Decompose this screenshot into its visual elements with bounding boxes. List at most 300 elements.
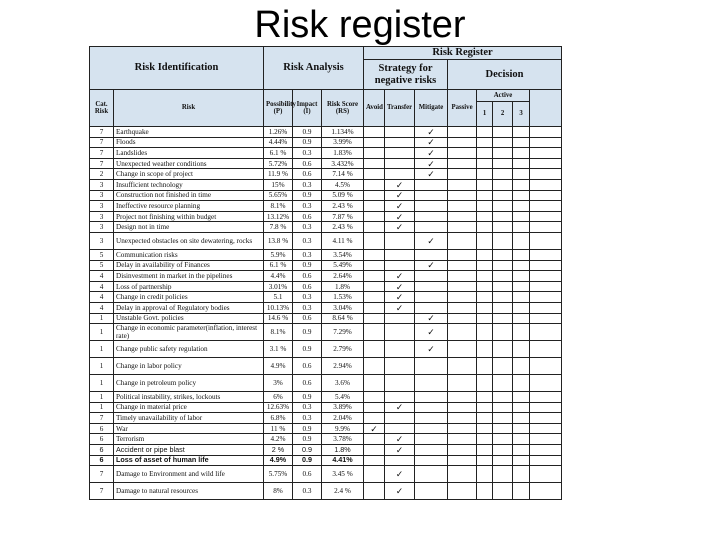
cell-avoid: [364, 190, 385, 201]
cell-active-1: [477, 148, 493, 159]
cell-impact: 0.9: [293, 137, 322, 148]
group-header-strategy: Strategy for negative risks: [364, 60, 448, 90]
cell-blank: [530, 483, 562, 500]
cell-active-1: [477, 483, 493, 500]
cell-avoid: [364, 483, 385, 500]
cell-blank: [530, 281, 562, 292]
cell-passive: [448, 445, 477, 456]
cell-active-2: [493, 455, 513, 466]
cell-active-2: [493, 358, 513, 375]
cell-avoid: [364, 292, 385, 303]
cell-passive: [448, 358, 477, 375]
cell-active-3: [513, 148, 530, 159]
cell-impact: 0.3: [293, 222, 322, 233]
cell-active-3: [513, 341, 530, 358]
cell-transfer: [385, 281, 415, 292]
table-row: [90, 455, 562, 466]
cell-active-1: [477, 222, 493, 233]
cell-mitigate: [415, 313, 448, 324]
cell-avoid: [364, 392, 385, 403]
cell-active-2: [493, 179, 513, 190]
cell-avoid: [364, 302, 385, 313]
cell-cat: 1: [90, 358, 114, 375]
col-header-mitigate: Mitigate: [415, 90, 448, 127]
cell-mitigate: [415, 201, 448, 212]
cell-risk: War: [114, 423, 264, 434]
check-mark-icon: ✓: [427, 235, 435, 246]
cell-risk: Communication risks: [114, 249, 264, 260]
check-mark-icon: ✓: [427, 260, 435, 271]
cell-transfer: [385, 423, 415, 434]
table-row: [90, 423, 562, 434]
table-row: [90, 292, 562, 303]
cell-blank: [530, 260, 562, 271]
cell-blank: [530, 158, 562, 169]
table-row: [90, 211, 562, 222]
cell-probability: 6.1 %: [264, 148, 293, 159]
check-mark-icon: ✓: [427, 344, 435, 355]
cell-score: 8.64 %: [322, 313, 364, 324]
cell-blank: [530, 190, 562, 201]
cell-risk: Construction not finished in time: [114, 190, 264, 201]
cell-score: 2.43 %: [322, 201, 364, 212]
cell-score: 2.94%: [322, 358, 364, 375]
check-mark-icon: ✓: [395, 281, 404, 292]
col-header-avoid: Avoid: [364, 90, 385, 127]
cell-active-3: [513, 402, 530, 413]
table-row: [90, 375, 562, 392]
cell-blank: [530, 434, 562, 445]
cell-risk: Accident or pipe blast: [114, 445, 264, 456]
cell-cat: 3: [90, 179, 114, 190]
cell-score: 4.5%: [322, 179, 364, 190]
cell-cat: 1: [90, 375, 114, 392]
cell-cat: 3: [90, 211, 114, 222]
cell-impact: 0.6: [293, 211, 322, 222]
cell-transfer: [385, 302, 415, 313]
cell-passive: [448, 201, 477, 212]
cell-probability: 15%: [264, 179, 293, 190]
cell-probability: 4.9%: [264, 358, 293, 375]
cell-score: 3.54%: [322, 249, 364, 260]
cell-passive: [448, 190, 477, 201]
cell-passive: [448, 281, 477, 292]
cell-score: 3.04%: [322, 302, 364, 313]
cell-blank: [530, 375, 562, 392]
cell-active-3: [513, 201, 530, 212]
cell-impact: 0.9: [293, 445, 322, 456]
cell-cat: 4: [90, 302, 114, 313]
table-row: [90, 302, 562, 313]
cell-probability: 8%: [264, 483, 293, 500]
cell-score: 1.134%: [322, 127, 364, 138]
cell-risk: Insufficient technology: [114, 179, 264, 190]
cell-avoid: [364, 271, 385, 282]
cell-active-2: [493, 413, 513, 424]
cell-passive: [448, 232, 477, 249]
cell-active-1: [477, 169, 493, 180]
cell-impact: 0.9: [293, 434, 322, 445]
cell-transfer: [385, 324, 415, 341]
cell-probability: 4.2%: [264, 434, 293, 445]
cell-mitigate: [415, 466, 448, 483]
cell-blank: [530, 466, 562, 483]
cell-cat: 3: [90, 222, 114, 233]
cell-cat: 6: [90, 445, 114, 456]
cell-score: 7.29%: [322, 324, 364, 341]
cell-impact: 0.3: [293, 249, 322, 260]
cell-impact: 0.9: [293, 324, 322, 341]
check-mark-icon: ✓: [395, 486, 404, 497]
cell-active-1: [477, 249, 493, 260]
cell-active-2: [493, 271, 513, 282]
cell-avoid: [364, 158, 385, 169]
cell-cat: 7: [90, 148, 114, 159]
cell-cat: 7: [90, 483, 114, 500]
cell-cat: 5: [90, 260, 114, 271]
cell-risk: Change in economic parameter(inflation, interest rate): [114, 324, 264, 341]
cell-probability: 4.9%: [264, 455, 293, 466]
cell-passive: [448, 222, 477, 233]
cell-impact: 0.3: [293, 402, 322, 413]
check-mark-icon: ✓: [395, 302, 404, 313]
table-row: [90, 324, 562, 341]
cell-passive: [448, 158, 477, 169]
cell-score: 2.04%: [322, 413, 364, 424]
cell-impact: 0.3: [293, 232, 322, 249]
cell-risk: Floods: [114, 137, 264, 148]
table-row: [90, 445, 562, 456]
cell-probability: 6.8%: [264, 413, 293, 424]
table-row: [90, 271, 562, 282]
cell-avoid: [364, 148, 385, 159]
cell-probability: 3%: [264, 375, 293, 392]
cell-mitigate: [415, 483, 448, 500]
cell-active-3: [513, 358, 530, 375]
cell-active-1: [477, 232, 493, 249]
cell-impact: 0.6: [293, 375, 322, 392]
cell-active-3: [513, 434, 530, 445]
cell-mitigate: [415, 127, 448, 138]
table-row: [90, 249, 562, 260]
cell-probability: 3.1 %: [264, 341, 293, 358]
cell-probability: 4.4%: [264, 271, 293, 282]
cell-blank: [530, 402, 562, 413]
cell-risk: Loss of asset of human life: [114, 455, 264, 466]
check-mark-icon: ✓: [395, 444, 404, 455]
cell-blank: [530, 201, 562, 212]
cell-active-1: [477, 281, 493, 292]
cell-score: 1.8%: [322, 445, 364, 456]
cell-mitigate: [415, 222, 448, 233]
cell-impact: 0.6: [293, 271, 322, 282]
cell-transfer: [385, 271, 415, 282]
cell-cat: 1: [90, 313, 114, 324]
cell-active-3: [513, 423, 530, 434]
cell-probability: 3.01%: [264, 281, 293, 292]
table-row: [90, 158, 562, 169]
cell-cat: 4: [90, 271, 114, 282]
cell-score: 5.4%: [322, 392, 364, 403]
cell-mitigate: [415, 375, 448, 392]
cell-mitigate: [415, 402, 448, 413]
cell-probability: 8.1%: [264, 201, 293, 212]
cell-passive: [448, 127, 477, 138]
cell-passive: [448, 302, 477, 313]
cell-mitigate: [415, 324, 448, 341]
cell-cat: 3: [90, 190, 114, 201]
cell-blank: [530, 302, 562, 313]
cell-transfer: [385, 341, 415, 358]
cell-active-3: [513, 313, 530, 324]
table-row: [90, 483, 562, 500]
cell-score: 7.87 %: [322, 211, 364, 222]
cell-active-1: [477, 423, 493, 434]
group-header-identification: Risk Identification: [90, 47, 264, 90]
cell-cat: 6: [90, 423, 114, 434]
cell-risk: Change in material price: [114, 402, 264, 413]
cell-blank: [530, 148, 562, 159]
cell-blank: [530, 292, 562, 303]
cell-active-1: [477, 375, 493, 392]
cell-mitigate: [415, 211, 448, 222]
cell-probability: 14.6 %: [264, 313, 293, 324]
cell-score: 4.11 %: [322, 232, 364, 249]
cell-cat: 1: [90, 392, 114, 403]
cell-score: 1.83%: [322, 148, 364, 159]
cell-mitigate: [415, 341, 448, 358]
cell-risk: Unexpected obstacles on site dewatering, rocks: [114, 232, 264, 249]
cell-probability: 6.1 %: [264, 260, 293, 271]
cell-active-2: [493, 127, 513, 138]
cell-transfer: [385, 190, 415, 201]
cell-active-3: [513, 483, 530, 500]
group-header-decision: Decision: [448, 60, 562, 90]
cell-active-3: [513, 232, 530, 249]
cell-score: 5.09 %: [322, 190, 364, 201]
cell-score: 2.4 %: [322, 483, 364, 500]
cell-risk: Change in scope of project: [114, 169, 264, 180]
cell-score: 2.64%: [322, 271, 364, 282]
cell-active-2: [493, 313, 513, 324]
cell-impact: 0.9: [293, 127, 322, 138]
cell-transfer: [385, 466, 415, 483]
cell-cat: 7: [90, 127, 114, 138]
cell-transfer: [385, 455, 415, 466]
cell-cat: 6: [90, 455, 114, 466]
cell-impact: 0.3: [293, 302, 322, 313]
cell-risk: Delay in availability of Finances: [114, 260, 264, 271]
cell-score: 1.53%: [322, 292, 364, 303]
cell-blank: [530, 313, 562, 324]
cell-active-1: [477, 190, 493, 201]
cell-score: 7.14 %: [322, 169, 364, 180]
cell-active-3: [513, 127, 530, 138]
cell-transfer: [385, 313, 415, 324]
cell-active-1: [477, 158, 493, 169]
check-mark-icon: ✓: [395, 179, 404, 190]
cell-risk: Unstable Govt. policies: [114, 313, 264, 324]
cell-active-1: [477, 211, 493, 222]
cell-transfer: [385, 483, 415, 500]
check-mark-icon: ✓: [370, 423, 378, 434]
cell-probability: 12.63%: [264, 402, 293, 413]
cell-mitigate: [415, 148, 448, 159]
sheet-top-title: Risk Register: [364, 47, 562, 60]
cell-active-1: [477, 292, 493, 303]
table-row: [90, 232, 562, 249]
cell-active-1: [477, 341, 493, 358]
cell-active-2: [493, 392, 513, 403]
cell-impact: 0.9: [293, 190, 322, 201]
cell-active-1: [477, 137, 493, 148]
cell-probability: 1.26%: [264, 127, 293, 138]
cell-impact: 0.9: [293, 341, 322, 358]
cell-cat: 3: [90, 232, 114, 249]
cell-avoid: [364, 232, 385, 249]
cell-blank: [530, 127, 562, 138]
cell-probability: 5.65%: [264, 190, 293, 201]
cell-score: 9.9%: [322, 423, 364, 434]
cell-active-2: [493, 169, 513, 180]
cell-score: 2.79%: [322, 341, 364, 358]
cell-mitigate: [415, 137, 448, 148]
cell-active-3: [513, 281, 530, 292]
cell-passive: [448, 137, 477, 148]
cell-avoid: [364, 423, 385, 434]
cell-risk: Change in credit policies: [114, 292, 264, 303]
cell-risk: Change public safety regulation: [114, 341, 264, 358]
col-header-active-2: 2: [493, 102, 513, 127]
cell-active-2: [493, 402, 513, 413]
check-mark-icon: ✓: [395, 200, 404, 211]
cell-blank: [530, 137, 562, 148]
check-mark-icon: ✓: [427, 137, 435, 148]
check-mark-icon: ✓: [395, 292, 404, 303]
cell-impact: 0.6: [293, 281, 322, 292]
cell-transfer: [385, 158, 415, 169]
cell-active-2: [493, 148, 513, 159]
cell-risk: Loss of partnership: [114, 281, 264, 292]
cell-cat: 2: [90, 169, 114, 180]
cell-probability: 5.75%: [264, 466, 293, 483]
table-row: [90, 313, 562, 324]
cell-mitigate: [415, 423, 448, 434]
cell-active-2: [493, 232, 513, 249]
cell-cat: 5: [90, 249, 114, 260]
cell-blank: [530, 455, 562, 466]
cell-active-2: [493, 249, 513, 260]
cell-active-2: [493, 483, 513, 500]
cell-active-2: [493, 211, 513, 222]
table-row: [90, 169, 562, 180]
cell-active-2: [493, 260, 513, 271]
cell-avoid: [364, 127, 385, 138]
cell-active-2: [493, 324, 513, 341]
cell-avoid: [364, 313, 385, 324]
cell-active-1: [477, 271, 493, 282]
table-row: [90, 358, 562, 375]
col-header-active-1: 1: [477, 102, 493, 127]
cell-avoid: [364, 137, 385, 148]
cell-score: 5.49%: [322, 260, 364, 271]
cell-probability: 11 %: [264, 423, 293, 434]
col-header-impact: Impact (I): [293, 90, 322, 127]
cell-active-1: [477, 445, 493, 456]
cell-impact: 0.6: [293, 358, 322, 375]
cell-impact: 0.3: [293, 292, 322, 303]
cell-transfer: [385, 392, 415, 403]
cell-probability: 8.1%: [264, 324, 293, 341]
cell-risk: Earthquake: [114, 127, 264, 138]
check-mark-icon: ✓: [427, 147, 435, 158]
cell-score: 2.43 %: [322, 222, 364, 233]
cell-active-1: [477, 127, 493, 138]
cell-passive: [448, 260, 477, 271]
cell-active-2: [493, 281, 513, 292]
cell-probability: 2 %: [264, 445, 293, 456]
cell-mitigate: [415, 169, 448, 180]
cell-active-1: [477, 466, 493, 483]
cell-blank: [530, 358, 562, 375]
cell-active-3: [513, 413, 530, 424]
cell-active-3: [513, 375, 530, 392]
cell-active-2: [493, 158, 513, 169]
table-row: [90, 466, 562, 483]
col-header-passive: Passive: [448, 90, 477, 127]
cell-transfer: [385, 211, 415, 222]
cell-impact: 0.6: [293, 158, 322, 169]
cell-active-3: [513, 271, 530, 282]
cell-blank: [530, 179, 562, 190]
cell-blank: [530, 423, 562, 434]
cell-transfer: [385, 413, 415, 424]
cell-active-1: [477, 455, 493, 466]
cell-active-3: [513, 211, 530, 222]
cell-transfer: [385, 434, 415, 445]
cell-mitigate: [415, 271, 448, 282]
table-row: [90, 127, 562, 138]
cell-score: 3.45 %: [322, 466, 364, 483]
cell-risk: Change in petroleum policy: [114, 375, 264, 392]
cell-active-3: [513, 260, 530, 271]
cell-impact: 0.6: [293, 169, 322, 180]
cell-mitigate: [415, 358, 448, 375]
cell-mitigate: [415, 249, 448, 260]
check-mark-icon: ✓: [395, 270, 404, 281]
cell-active-3: [513, 324, 530, 341]
table-row: [90, 137, 562, 148]
slide-title: Risk register: [254, 4, 466, 46]
table-row: [90, 222, 562, 233]
cell-passive: [448, 249, 477, 260]
cell-active-2: [493, 423, 513, 434]
risk-register-sheet: [89, 46, 561, 540]
check-mark-icon: ✓: [395, 222, 404, 233]
table-row: [90, 260, 562, 271]
cell-avoid: [364, 455, 385, 466]
cell-risk: Landslides: [114, 148, 264, 159]
cell-passive: [448, 483, 477, 500]
cell-active-3: [513, 179, 530, 190]
cell-active-1: [477, 413, 493, 424]
cell-passive: [448, 413, 477, 424]
cell-passive: [448, 179, 477, 190]
check-mark-icon: ✓: [427, 158, 435, 169]
cell-active-1: [477, 179, 493, 190]
risk-register-table: [89, 46, 562, 500]
cell-risk: Ineffective resource planning: [114, 201, 264, 212]
